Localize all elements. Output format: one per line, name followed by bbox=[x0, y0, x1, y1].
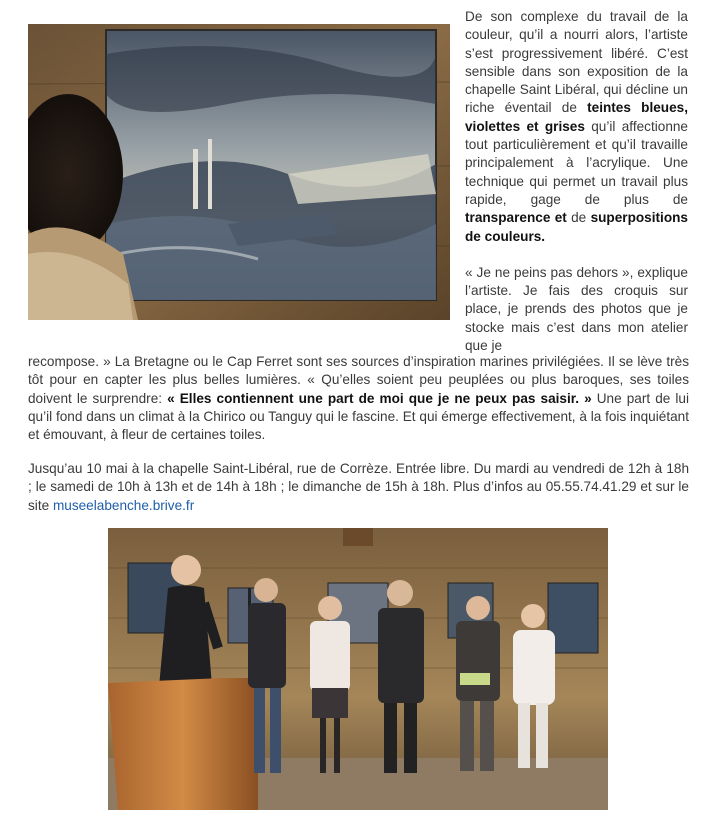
painting-photo-illustration bbox=[28, 24, 450, 320]
exhibition-group-photo bbox=[108, 528, 608, 810]
exhibition-group-illustration bbox=[108, 528, 608, 810]
para1-text-1: De son complexe du travail de la couleur, qu’il a nourri alors, l’artiste s’est progressivement libéré. C’est sensible dans son exposition de la chapelle Saint Libéral, qui décline un riche éventail de bbox=[465, 9, 688, 116]
paragraph-intro bbox=[465, 8, 688, 246]
para1-text-2: qu’il affectionne tout particulièrement et qu’il travaille principalement à l’acrylique. Une technique qui permet un travail plus rapide, gage de plus de bbox=[465, 118, 688, 207]
para2-text-3: Une part de lui qu’il fond dans un climat à la Chirico ou Tanguy qui le fascine. Et qui émerge effectivement, à la fois inquiétant et émouvant, à fleur de certaines toiles. bbox=[28, 390, 689, 443]
para1-bold-colors: teintes bleues, violettes et grises bbox=[465, 100, 688, 134]
museum-website-link[interactable]: museelabenche.brive.fr bbox=[52, 497, 195, 513]
para2-bold-quote: « Elles contiennent une part de moi que je ne peux pas saisir. » bbox=[167, 390, 592, 406]
paragraph-quote-start: « Je ne peins pas dehors », explique l’artiste. Je fais des croquis sur place, je prends des photos que je stocke mais c’est dans mon atelier que je bbox=[465, 264, 688, 354]
para3-text: Jusqu’au 10 mai à la chapelle Saint-Libéral, rue de Corrèze. Entrée libre. Du mardi au vendredi de 12h à 18h ; le samedi de 10h à 13h et de 14h à 18h ; le dimanche de 15h à 18h. Plus d’infos au 05.55.74.41.29 et sur le site bbox=[28, 461, 689, 513]
para1-bold-superpositions: superpositions de couleurs. bbox=[465, 210, 688, 244]
para1-bold-transparence: transparence et bbox=[465, 210, 567, 226]
paragraph-practical-info bbox=[28, 460, 689, 515]
painting-photo bbox=[28, 24, 450, 320]
right-column-text bbox=[465, 8, 688, 355]
paragraph-quote-continued bbox=[28, 353, 689, 444]
para1-text-3: de bbox=[566, 210, 591, 226]
para2-text-2: recompose. » La Bretagne ou le Cap Ferret sont ses sources d’inspiration marines privilégiées. Il se lève très tôt pour en capter les plus belles lumières. « Qu’elles soient peu peuplées ou plus baroques, ses toiles doivent le surprendre: bbox=[28, 354, 689, 406]
